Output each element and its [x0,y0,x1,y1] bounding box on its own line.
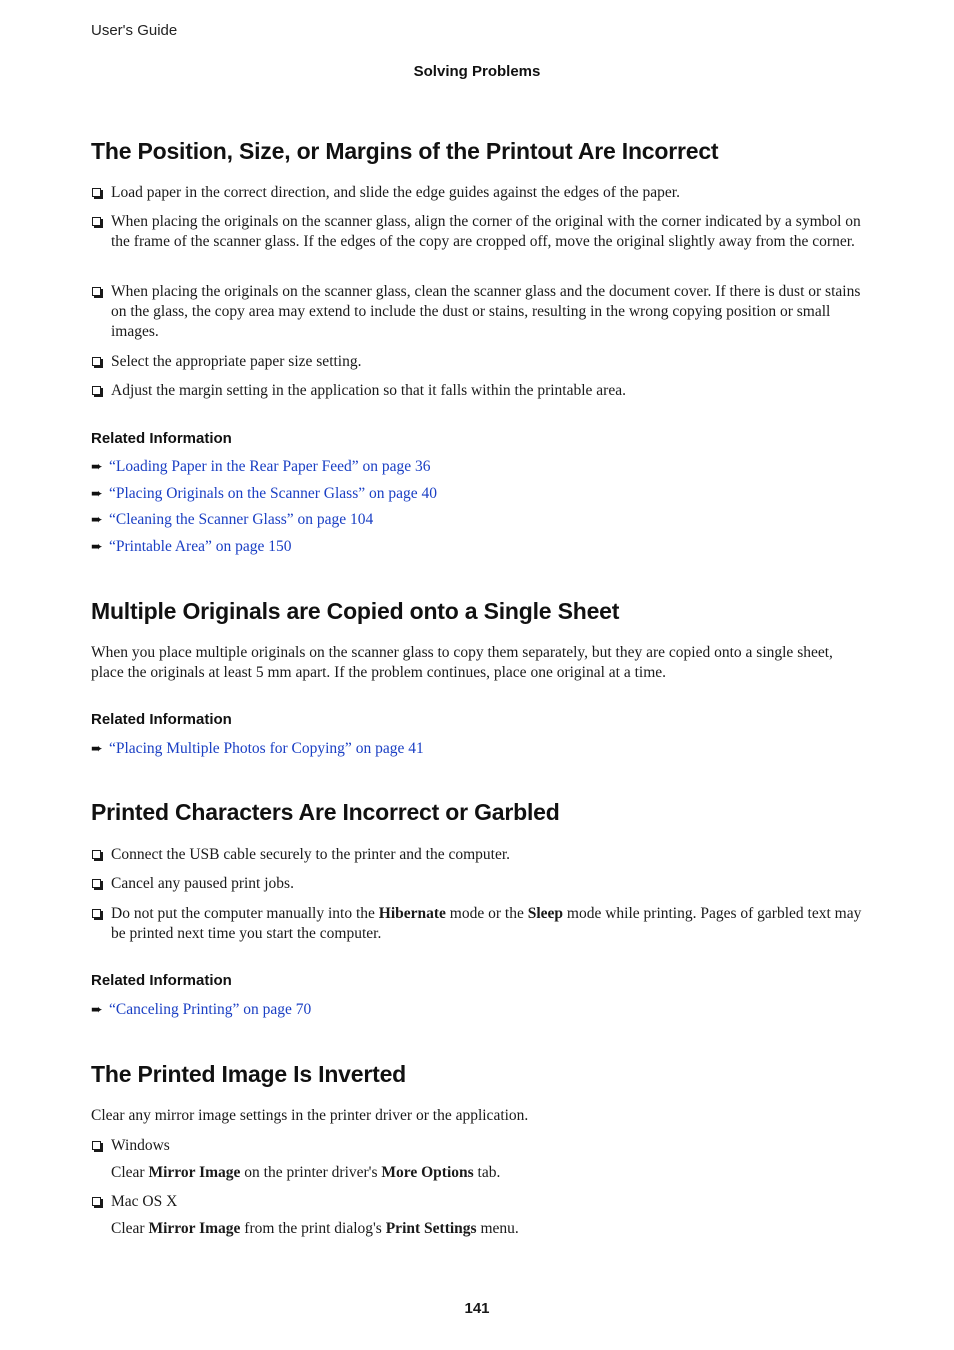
instruction-text: Clear [111,1164,149,1181]
instruction-text: on the printer driver's [240,1164,382,1181]
related-information-label: Related Information [91,972,232,989]
bullet-text: Windows [111,1137,170,1154]
bullet-text: Select the appropriate paper size setting. [111,353,362,370]
arrow-right-icon: ➨ [91,512,103,528]
arrow-right-icon: ➨ [91,459,103,475]
link-text[interactable]: “Printable Area” on page 150 [109,538,292,555]
related-link-printable-area[interactable] [91,537,292,557]
link-text[interactable]: “Loading Paper in the Rear Paper Feed” on page 36 [109,458,431,475]
related-link-loading-paper[interactable] [91,457,431,477]
bullet-item [91,183,866,203]
related-information-label: Related Information [91,711,232,728]
arrow-right-icon: ➨ [91,741,103,757]
header-chapter-title: Solving Problems [413,63,541,80]
arrow-right-icon: ➨ [91,486,103,502]
bullet-text: Connect the USB cable securely to the printer and the computer. [111,846,511,863]
bullet-item [91,352,866,372]
bullet-text: Adjust the margin setting in the application so that it falls within the printable area. [111,382,626,399]
checkbox-bullet-icon [92,188,101,197]
bullet-text: Cancel any paused print jobs. [111,875,294,892]
checkbox-bullet-icon [92,879,101,888]
bullet-text: Load paper in the correct direction, and slide the edge guides against the edges of the paper. [111,184,680,201]
related-link-canceling-printing[interactable] [91,1000,311,1020]
checkbox-bullet-icon [92,850,101,859]
checkbox-bullet-icon [92,217,101,226]
mirror-image-term: Mirror Image [148,1164,241,1181]
instruction-text: from the print dialog's [240,1220,386,1237]
section-body-text: Clear any mirror image settings in the printer driver or the application. [91,1107,529,1124]
related-link-cleaning-scanner-glass[interactable] [91,510,373,530]
related-link-placing-multiple-photos[interactable] [91,739,424,759]
bullet-item [91,874,866,894]
bullet-text: Mac OS X [111,1193,178,1210]
section-heading-multiple-originals: Multiple Originals are Copied onto a Single Sheet [91,598,620,624]
arrow-right-icon: ➨ [91,1002,103,1018]
instruction-text: tab. [473,1164,501,1181]
bullet-text: mode or the [445,905,528,922]
bullet-text: When placing the originals on the scanner glass, align the corner of the original with the corner indicated by a symbol on the frame of the scanner glass. If the edges of the copy are cropped off, move the original slightly away from the corner. [111,213,861,250]
mirror-image-term: Mirror Image [148,1220,241,1237]
bullet-text: When placing the originals on the scanner glass, clean the scanner glass and the document cover. If there is dust or stains on the glass, the copy area may extend to include the dust or stains, resulting in the wrong copying position or small images. [111,283,861,340]
header-guide-title: User's Guide [91,22,178,39]
instruction-text: Clear [111,1220,149,1237]
bullet-item [91,212,866,252]
hibernate-term: Hibernate [378,905,446,922]
link-text[interactable]: “Placing Multiple Photos for Copying” on page 41 [109,740,424,757]
checkbox-bullet-icon [92,1141,101,1150]
section-heading-position-size-margins: The Position, Size, or Margins of the Printout Are Incorrect [91,138,719,164]
section-body-text: When you place multiple originals on the scanner glass to copy them separately, but they are copied onto a single sheet, place the originals at least 5 mm apart. If the problem continues, place one original at a time. [91,644,833,681]
windows-instruction [111,1163,866,1183]
bullet-item-windows [91,1136,866,1156]
more-options-term: More Options [381,1164,474,1181]
bullet-text: Do not put the computer manually into the [111,905,379,922]
bullet-text: mode while printing. Pages of garbled text may be printed next time you start the computer. [111,905,862,942]
checkbox-bullet-icon [92,1197,101,1206]
mac-instruction [111,1219,866,1239]
section-heading-printed-characters: Printed Characters Are Incorrect or Garbled [91,799,560,825]
page-number: 141 [464,1300,490,1317]
link-text[interactable]: “Canceling Printing” on page 70 [109,1001,312,1018]
related-link-placing-originals[interactable] [91,484,437,504]
bullet-item [91,904,866,944]
print-settings-term: Print Settings [385,1220,477,1237]
bullet-item [91,282,866,342]
section-heading-printed-image-inverted: The Printed Image Is Inverted [91,1061,407,1087]
bullet-item [91,845,866,865]
checkbox-bullet-icon [92,287,101,296]
bullet-item-mac [91,1192,866,1212]
checkbox-bullet-icon [92,386,101,395]
checkbox-bullet-icon [92,357,101,366]
link-text[interactable]: “Placing Originals on the Scanner Glass” on page 40 [109,485,437,502]
link-text[interactable]: “Cleaning the Scanner Glass” on page 104 [109,511,374,528]
related-information-label: Related Information [91,430,232,447]
instruction-text: menu. [476,1220,519,1237]
arrow-right-icon: ➨ [91,539,103,555]
checkbox-bullet-icon [92,909,101,918]
bullet-item [91,381,866,401]
sleep-term: Sleep [527,905,564,922]
